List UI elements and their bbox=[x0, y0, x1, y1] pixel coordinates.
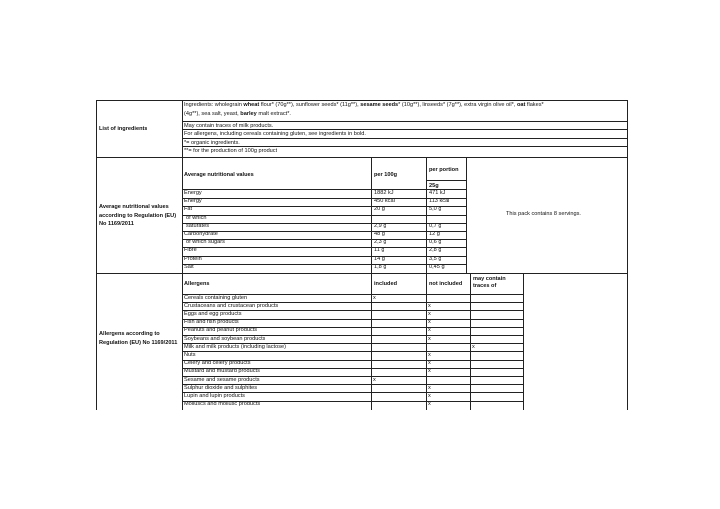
allergen-row-name: Celery and celery products bbox=[184, 360, 251, 367]
nutrition-row-name: saturates bbox=[186, 222, 210, 229]
nutrition-row-divider bbox=[182, 215, 466, 216]
nutrition-row-name: Fibre bbox=[184, 247, 197, 254]
nutrition-portion-size: 25g bbox=[429, 183, 439, 189]
allergen-row-divider bbox=[182, 401, 523, 402]
ingredients-section-label: List of ingredients bbox=[99, 126, 148, 132]
allergen-col-divider bbox=[523, 273, 524, 410]
allergen-row-divider bbox=[182, 376, 523, 377]
section-divider bbox=[96, 273, 627, 274]
allergen-row-divider bbox=[182, 327, 523, 328]
nutrition-row-name: of which sugars bbox=[186, 239, 225, 246]
nutrition-row-per100g: 11 g bbox=[374, 247, 385, 254]
nutrition-row-portion: 0,7 g bbox=[429, 222, 442, 229]
allergen-row-name: Milk and milk products (including lactose) bbox=[184, 343, 286, 350]
nutrition-row-portion: 2,8 g bbox=[429, 247, 442, 254]
allergen-row-divider bbox=[182, 392, 523, 393]
nutrition-row-name: Carbohydrate bbox=[184, 231, 218, 237]
allergen-row-name: Peanuts and peanut products bbox=[184, 327, 258, 334]
allergen-row-name: Fish and fish products bbox=[184, 319, 239, 326]
nutrition-header-per-portion: per portion bbox=[429, 167, 459, 173]
nutrition-row-divider bbox=[182, 256, 466, 257]
allergens-header-not-included: not included bbox=[429, 281, 463, 287]
traces-note: May contain traces of milk products. bbox=[184, 123, 274, 129]
nutrition-row-per100g: 2,3 g bbox=[374, 239, 387, 246]
nutrition-row-per100g: 450 kcal bbox=[374, 198, 395, 205]
nutrition-row-per100g: 2,9 g bbox=[374, 222, 387, 229]
nutrition-col-divider bbox=[466, 157, 467, 273]
nutrition-row-divider bbox=[182, 264, 466, 265]
allergen-row-not-included: x bbox=[428, 368, 431, 375]
allergen-row-divider bbox=[182, 343, 523, 344]
nutrition-row-divider bbox=[182, 198, 466, 199]
allergen-row-name: Crustaceans and crustacean products bbox=[184, 302, 279, 309]
allergen-row-divider bbox=[182, 302, 523, 303]
allergen-row-not-included: x bbox=[428, 335, 431, 342]
allergen-row-name: Lupin and lupin products bbox=[184, 392, 245, 399]
allergen-row-traces: x bbox=[472, 343, 475, 350]
allergen-row-divider bbox=[182, 319, 523, 320]
allergen-row-not-included: x bbox=[428, 319, 431, 326]
allergen-row-divider bbox=[182, 384, 523, 385]
allergen-row-name: Mustard and mustard products bbox=[184, 368, 260, 375]
allergen-row-not-included: x bbox=[428, 327, 431, 334]
nutrition-row-per100g: 14 g bbox=[374, 255, 385, 262]
nutrition-row-divider bbox=[182, 239, 466, 240]
nutrition-row-portion: 5,0 g bbox=[429, 206, 442, 213]
nutrition-row-portion: 3,5 g bbox=[429, 255, 442, 262]
servings-note: This pack contains 8 servings. bbox=[506, 211, 581, 217]
allergen-row-name: Cereals containing gluten bbox=[184, 294, 248, 301]
allergen-row-name: Soybeans and soybean products bbox=[184, 335, 266, 342]
section-divider bbox=[96, 157, 627, 158]
allergen-row-not-included: x bbox=[428, 360, 431, 367]
allergen-row-divider bbox=[182, 351, 523, 352]
nutrition-row-name: Energy bbox=[184, 198, 202, 205]
allergen-row-not-included: x bbox=[428, 302, 431, 309]
allergens-header-included: included bbox=[374, 281, 397, 287]
ingredients-divider bbox=[182, 138, 627, 139]
allergens-header-traces: may contain traces of bbox=[473, 276, 506, 289]
nutrition-header-per100g: per 100g bbox=[374, 172, 398, 178]
allergen-row-divider bbox=[182, 310, 523, 311]
allergen-row-not-included: x bbox=[428, 401, 431, 408]
product-information-table bbox=[96, 100, 628, 410]
allergen-row-name: Sulphur dioxide and sulphites bbox=[184, 384, 258, 391]
allergen-row-included: x bbox=[373, 294, 376, 301]
allergen-row-divider bbox=[182, 335, 523, 336]
nutrition-row-divider bbox=[182, 206, 466, 207]
allergen-row-divider bbox=[182, 368, 523, 369]
ingredients-divider bbox=[182, 129, 627, 130]
table-border-right bbox=[627, 100, 628, 410]
allergens-section-label: Allergens according to Regulation (EU) No 1169/2011 bbox=[99, 331, 178, 346]
nutrition-row-name: Protein bbox=[184, 255, 202, 262]
allergen-row-divider bbox=[182, 360, 523, 361]
nutrition-row-divider bbox=[182, 223, 466, 224]
allergen-row-not-included: x bbox=[428, 384, 431, 391]
allergens-header-name: Allergens bbox=[184, 281, 210, 287]
allergen-row-not-included: x bbox=[428, 351, 431, 358]
table-border-top bbox=[96, 100, 627, 101]
table-border-left bbox=[96, 100, 97, 410]
portion-header-divider bbox=[426, 180, 466, 181]
allergen-row-not-included: x bbox=[428, 310, 431, 317]
organic-note: *= organic ingredients. bbox=[184, 139, 240, 146]
nutrition-row-name: Energy bbox=[184, 190, 202, 196]
nutrition-header-name: Average nutritional values bbox=[184, 172, 254, 178]
ingredients-divider bbox=[182, 121, 627, 122]
ingredients-divider bbox=[182, 146, 627, 147]
nutrition-row-portion: 0,45 g bbox=[429, 263, 445, 270]
ingredients-line-1: Ingredients: wholegrain wheat flour* (70g**), sunflower seeds* (11g**), sesame seeds* (10g**), linseeds* (7g**), extra virgin olive oil*, oat flakes* bbox=[184, 102, 544, 108]
allergen-row-name: Eggs and egg products bbox=[184, 310, 242, 317]
nutrition-row-per100g: 1882 kJ bbox=[374, 190, 394, 196]
nutrition-row-name: of which bbox=[186, 214, 207, 221]
allergen-note: For allergens, including cereals containing gluten, see ingredients in bold. bbox=[184, 131, 366, 137]
nutrition-row-portion: 471 kJ bbox=[429, 190, 446, 196]
allergen-row-name: Sesame and sesame products bbox=[184, 376, 260, 383]
allergen-row-not-included: x bbox=[428, 392, 431, 399]
nutrition-header-divider bbox=[182, 189, 466, 190]
nutrition-row-portion: 0,6 g bbox=[429, 239, 442, 246]
nutrition-row-divider bbox=[182, 247, 466, 248]
nutrition-row-divider bbox=[182, 231, 466, 232]
nutrition-row-name: Fat bbox=[184, 206, 193, 213]
nutrition-row-per100g: 1,8 g bbox=[374, 263, 387, 270]
nutrition-section-label: Average nutritional values according to Regulation (EU) No 1169/2011 bbox=[99, 204, 177, 227]
production-note: **= for the production of 100g product bbox=[184, 148, 278, 154]
allergen-row-name: Nuts bbox=[184, 351, 196, 358]
allergen-row-name: Molluscs and mollusc products bbox=[184, 401, 261, 408]
nutrition-row-portion: 12 g bbox=[429, 231, 440, 237]
nutrition-row-portion: 113 kcal bbox=[429, 198, 450, 205]
allergen-row-included: x bbox=[373, 376, 376, 383]
ingredients-line-2: (4g**), sea salt, yeast, barley malt extract*. bbox=[184, 111, 291, 117]
nutrition-row-name: Salt bbox=[184, 263, 194, 270]
nutrition-row-per100g: 48 g bbox=[374, 231, 385, 237]
nutrition-row-per100g: 20 g bbox=[374, 206, 385, 213]
